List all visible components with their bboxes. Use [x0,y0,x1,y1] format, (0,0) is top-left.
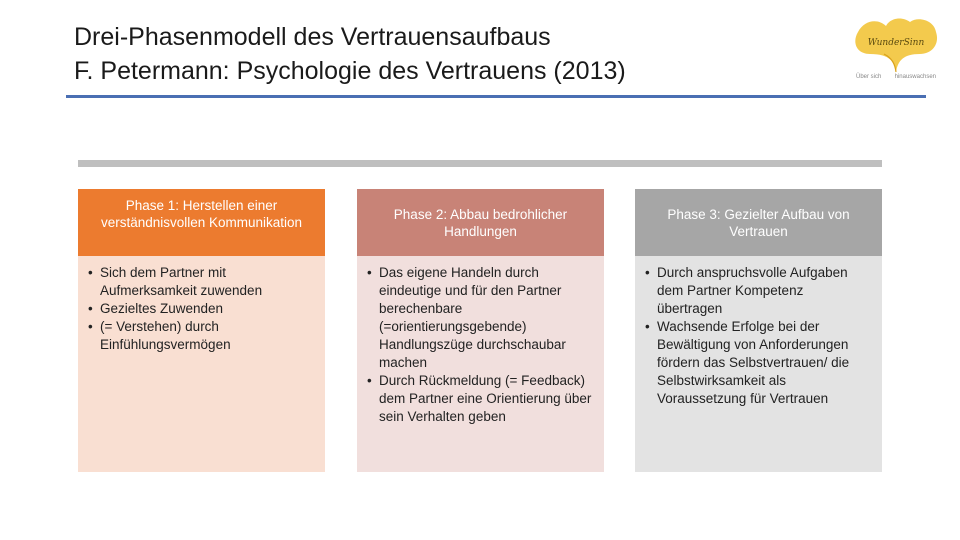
logo-caption [848,74,944,80]
ginkgo-logo [848,14,944,90]
phase-1-column [78,189,325,472]
list-item: • Durch Rückmeldung (= Feedback) dem Partner eine Orientierung über sein Verhalten geben [367,372,594,426]
phase-1-body [78,256,325,472]
phase-3-header: Phase 3: Gezielter Aufbau von Vertrauen [635,189,882,256]
phase-2-column [357,189,604,472]
slide-title-line-1: Drei-Phasenmodell des Vertrauensaufbaus [74,23,551,51]
list-item: • Wachsende Erfolge bei der Bewältigung von Anforderungen fördern das Selbstvertrauen/ die Selbstwirksamkeit als Voraussetzung für Vertrauen [645,318,872,408]
phase-2-header: Phase 2: Abbau bedrohlicher Handlungen [357,189,604,256]
ginkgo-leaf-icon [848,14,944,74]
phase-2-body [357,256,604,472]
table-top-band [78,160,882,167]
logo-wordmark: WunderSinn [867,38,925,48]
list-item: • Das eigene Handeln durch eindeutige und für den Partner berechenbare (=orientierungsgebende) Handlungszüge durchschaubar machen [367,264,594,372]
list-item: • Gezieltes Zuwenden [88,300,315,318]
logo-caption-left: Über sich [856,74,882,80]
slide-title-line-2: F. Petermann: Psychologie des Vertrauens (2013) [74,57,626,85]
phase-3-body [635,256,882,472]
phase-1-header: Phase 1: Herstellen einer verständnisvollen Kommunikation [78,189,325,256]
phase-3-column [635,189,882,472]
list-item: • Durch anspruchsvolle Aufgaben dem Partner Kompetenz übertragen [645,264,872,318]
logo-caption-right: hinauswachsen [894,74,936,80]
title-underline [66,95,926,98]
list-item: • Sich dem Partner mit Aufmerksamkeit zuwenden [88,264,315,300]
slide-title [74,20,834,88]
list-item: • (= Verstehen) durch Einfühlungsvermögen [88,318,315,354]
